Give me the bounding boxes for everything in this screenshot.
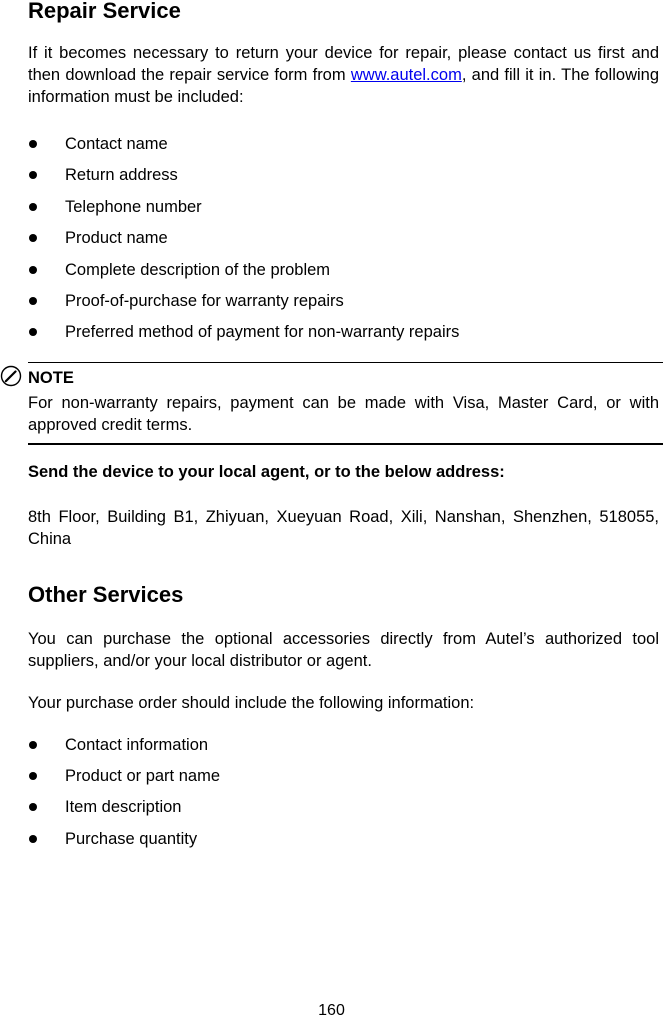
bullet-icon — [29, 171, 37, 179]
other-services-paragraph: You can purchase the optional accessories directly from Autel’s authorized tool suppliers, and/or your local distributor or agent. — [28, 630, 659, 670]
note-box — [28, 362, 663, 445]
bullet-icon — [29, 297, 37, 305]
shipping-address: 8th Floor, Building B1, Zhiyuan, Xueyuan Road, Xili, Nanshan, Shenzhen, 518055, China — [28, 508, 659, 548]
other-services-heading: Other Services — [28, 582, 184, 607]
note-text: For non-warranty repairs, payment can be made with Visa, Master Card, or with approved credit terms. — [28, 394, 659, 434]
bullet-icon — [29, 803, 37, 811]
purchase-order-paragraph: Your purchase order should include the following information: — [28, 694, 475, 712]
repair-intro-text: If it becomes necessary to return your device for repair, please contact us first and then download the repair service form from — [28, 44, 659, 84]
bullet-icon — [29, 140, 37, 148]
repair-intro-paragraph — [28, 42, 659, 108]
autel-website-link[interactable]: www.autel.com — [350, 66, 462, 84]
bullet-icon — [29, 741, 37, 749]
repair-intro-text-end: , and fill it in. The following information must be included: — [28, 66, 660, 106]
bullet-icon — [29, 266, 37, 274]
shipping-instruction: Send the device to your local agent, or to the below address: — [28, 463, 505, 481]
repair-service-heading: Repair Service — [28, 0, 181, 23]
bullet-icon — [29, 234, 37, 242]
bullet-icon — [29, 835, 37, 843]
pencil-note-icon — [0, 365, 22, 387]
bullet-icon — [29, 328, 37, 336]
page-number: 160 — [318, 1002, 345, 1019]
note-title: NOTE — [28, 369, 74, 387]
bullet-icon — [29, 203, 37, 211]
bullet-icon — [29, 772, 37, 780]
